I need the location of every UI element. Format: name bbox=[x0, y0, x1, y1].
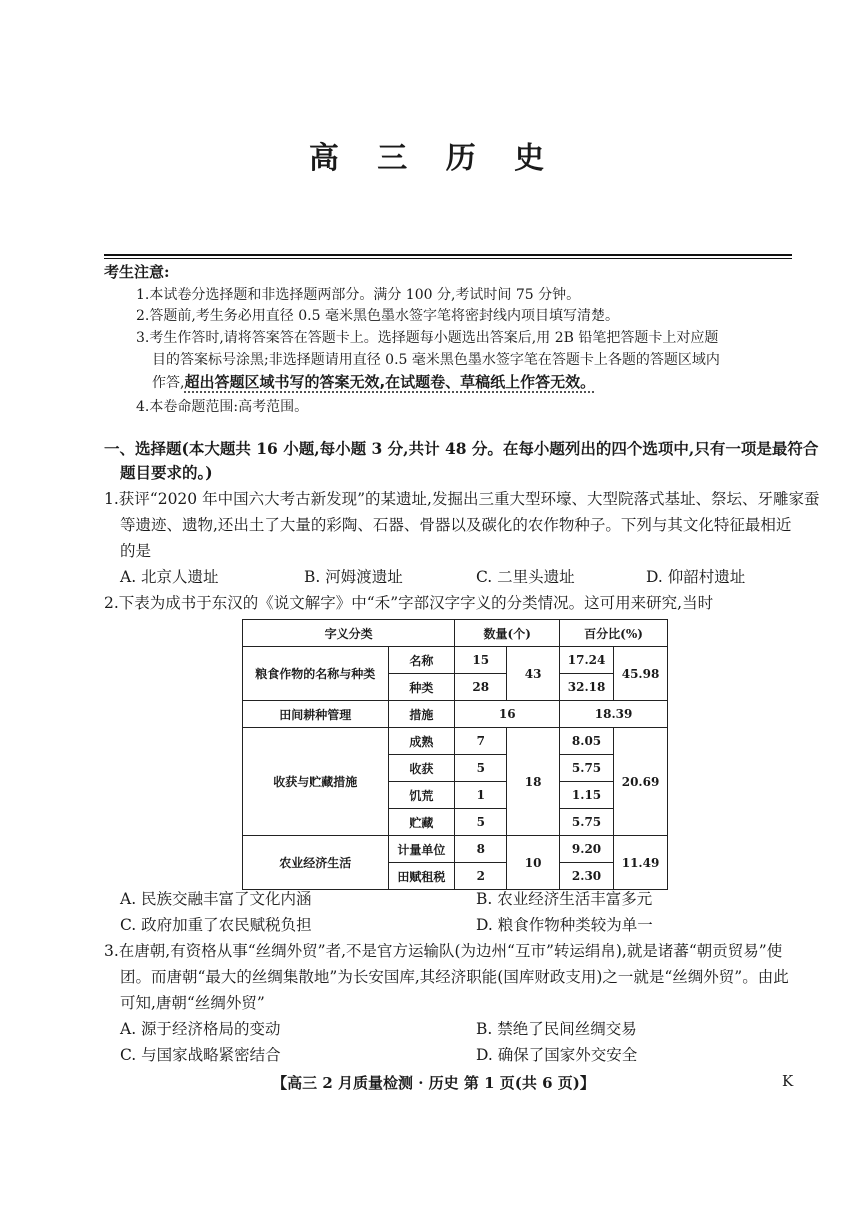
q1-option-a: A. 北京人遗址 bbox=[120, 568, 219, 586]
table-cell: 5.75 bbox=[560, 755, 614, 782]
table-cell: 种类 bbox=[388, 674, 455, 701]
q3-option-a: A. 源于经济格局的变动 bbox=[120, 1020, 281, 1038]
table-cell: 7 bbox=[455, 728, 507, 755]
q1-option-c: C. 二里头遗址 bbox=[476, 568, 575, 586]
table-cell: 2 bbox=[455, 863, 507, 890]
table-header: 百分比(%) bbox=[560, 620, 668, 647]
table-cell: 8.05 bbox=[560, 728, 614, 755]
table-cell: 5.75 bbox=[560, 809, 614, 836]
table-cell: 8 bbox=[455, 836, 507, 863]
table-cell: 16 bbox=[455, 701, 560, 728]
q2-stem: 2.下表为成书于东汉的《说文解字》中“禾”字部汉字字义的分类情况。这可用来研究,当时 bbox=[104, 594, 714, 612]
q3-option-b: B. 禁绝了民间丝绸交易 bbox=[476, 1020, 637, 1038]
page-footer: 【高三 2 月质量检测 · 历史 第 1 页(共 6 页)】 bbox=[272, 1074, 595, 1092]
notice-item-2: 2.答题前,考生务必用直径 0.5 毫米黑色墨水签字笔将密封线内项目填写清楚。 bbox=[136, 308, 619, 324]
corner-mark: K bbox=[782, 1072, 794, 1090]
table-cell-total-pct: 45.98 bbox=[614, 647, 668, 701]
q1-stem-line-1: 1.获评“2020 年中国六大考古新发现”的某遗址,发掘出三重大型环壕、大型院落式基址、祭坛、牙雕家蚕 bbox=[104, 490, 820, 508]
notice-heading: 考生注意: bbox=[104, 263, 170, 281]
table-cell: 18.39 bbox=[560, 701, 668, 728]
q2-data-table bbox=[242, 619, 668, 890]
table-cell-total-pct: 20.69 bbox=[614, 728, 668, 836]
table-row bbox=[243, 647, 668, 674]
notice-item-3-prefix: 作答, bbox=[152, 375, 185, 391]
table-row bbox=[243, 701, 668, 728]
q3-option-c: C. 与国家战略紧密结合 bbox=[120, 1046, 281, 1064]
q3-stem-line-3: 可知,唐朝“丝绸外贸” bbox=[120, 994, 265, 1012]
q3-option-d: D. 确保了国家外交安全 bbox=[476, 1046, 638, 1064]
header-divider-thin bbox=[104, 258, 792, 259]
table-row bbox=[243, 728, 668, 755]
table-cell-total-pct: 11.49 bbox=[614, 836, 668, 890]
section-heading-cont: 题目要求的。) bbox=[120, 463, 213, 482]
table-cell: 收获 bbox=[388, 755, 455, 782]
q1-option-b: B. 河姆渡遗址 bbox=[304, 568, 403, 586]
table-cell: 28 bbox=[455, 674, 507, 701]
table-cell: 贮藏 bbox=[388, 809, 455, 836]
table-header: 数量(个) bbox=[455, 620, 560, 647]
notice-item-4: 4.本卷命题范围:高考范围。 bbox=[136, 399, 309, 415]
table-group-label: 收获与贮藏措施 bbox=[243, 728, 389, 836]
page-title: 高 三 历 史 bbox=[308, 141, 559, 176]
table-cell: 15 bbox=[455, 647, 507, 674]
notice-item-3-cont: 目的答案标号涂黑;非选择题请用直径 0.5 毫米黑色墨水签字笔在答题卡上各题的答题区域内 bbox=[152, 352, 720, 368]
q1-stem-line-2: 等遗迹、遗物,还出土了大量的彩陶、石器、骨器以及碳化的农作物种子。下列与其文化特征最相近 bbox=[120, 516, 792, 534]
q2-option-b: B. 农业经济生活丰富多元 bbox=[476, 890, 653, 908]
table-cell: 5 bbox=[455, 755, 507, 782]
table-cell: 1 bbox=[455, 782, 507, 809]
table-cell: 17.24 bbox=[560, 647, 614, 674]
notice-item-3: 3.考生作答时,请将答案答在答题卡上。选择题每小题选出答案后,用 2B 铅笔把答题卡上对应题 bbox=[136, 330, 719, 346]
header-divider bbox=[104, 254, 792, 256]
table-group-label: 粮食作物的名称与种类 bbox=[243, 647, 389, 701]
notice-emphasis: 超出答题区域书写的答案无效,在试题卷、草稿纸上作答无效。 bbox=[184, 373, 596, 391]
table-cell: 计量单位 bbox=[388, 836, 455, 863]
table-cell-total: 18 bbox=[507, 728, 560, 836]
q2-option-c: C. 政府加重了农民赋税负担 bbox=[120, 916, 312, 934]
table-group-label: 田间耕种管理 bbox=[243, 701, 389, 728]
table-header-row bbox=[243, 620, 668, 647]
table-cell: 1.15 bbox=[560, 782, 614, 809]
table-header: 字义分类 bbox=[243, 620, 455, 647]
q2-option-a: A. 民族交融丰富了文化内涵 bbox=[120, 890, 312, 908]
table-row bbox=[243, 836, 668, 863]
table-cell: 田赋租税 bbox=[388, 863, 455, 890]
table-cell: 9.20 bbox=[560, 836, 614, 863]
table-cell-total: 10 bbox=[507, 836, 560, 890]
table-group-label: 农业经济生活 bbox=[243, 836, 389, 890]
q1-option-d: D. 仰韶村遗址 bbox=[646, 568, 746, 586]
q2-option-d: D. 粮食作物种类较为单一 bbox=[476, 916, 653, 934]
table-cell: 2.30 bbox=[560, 863, 614, 890]
table-cell: 成熟 bbox=[388, 728, 455, 755]
table-cell: 饥荒 bbox=[388, 782, 455, 809]
table-cell: 5 bbox=[455, 809, 507, 836]
q1-stem-line-3: 的是 bbox=[120, 542, 152, 560]
q3-stem-line-1: 3.在唐朝,有资格从事“丝绸外贸”者,不是官方运输队(为边州“互市”转运绢帛),就是诸蕃“朝贡贸易”使 bbox=[104, 942, 783, 960]
table-cell: 措施 bbox=[388, 701, 455, 728]
table-cell-total: 43 bbox=[507, 647, 560, 701]
section-heading: 一、选择题(本大题共 16 小题,每小题 3 分,共计 48 分。在每小题列出的四个选项中,只有一项是最符合 bbox=[104, 439, 819, 458]
table-cell: 名称 bbox=[388, 647, 455, 674]
table-cell: 32.18 bbox=[560, 674, 614, 701]
q3-stem-line-2: 团。而唐朝“最大的丝绸集散地”为长安国库,其经济职能(国库财政支用)之一就是“丝绸外贸”。由此 bbox=[120, 968, 789, 986]
notice-item-3-tail bbox=[152, 372, 595, 393]
notice-item-1: 1.本试卷分选择题和非选择题两部分。满分 100 分,考试时间 75 分钟。 bbox=[136, 287, 581, 303]
